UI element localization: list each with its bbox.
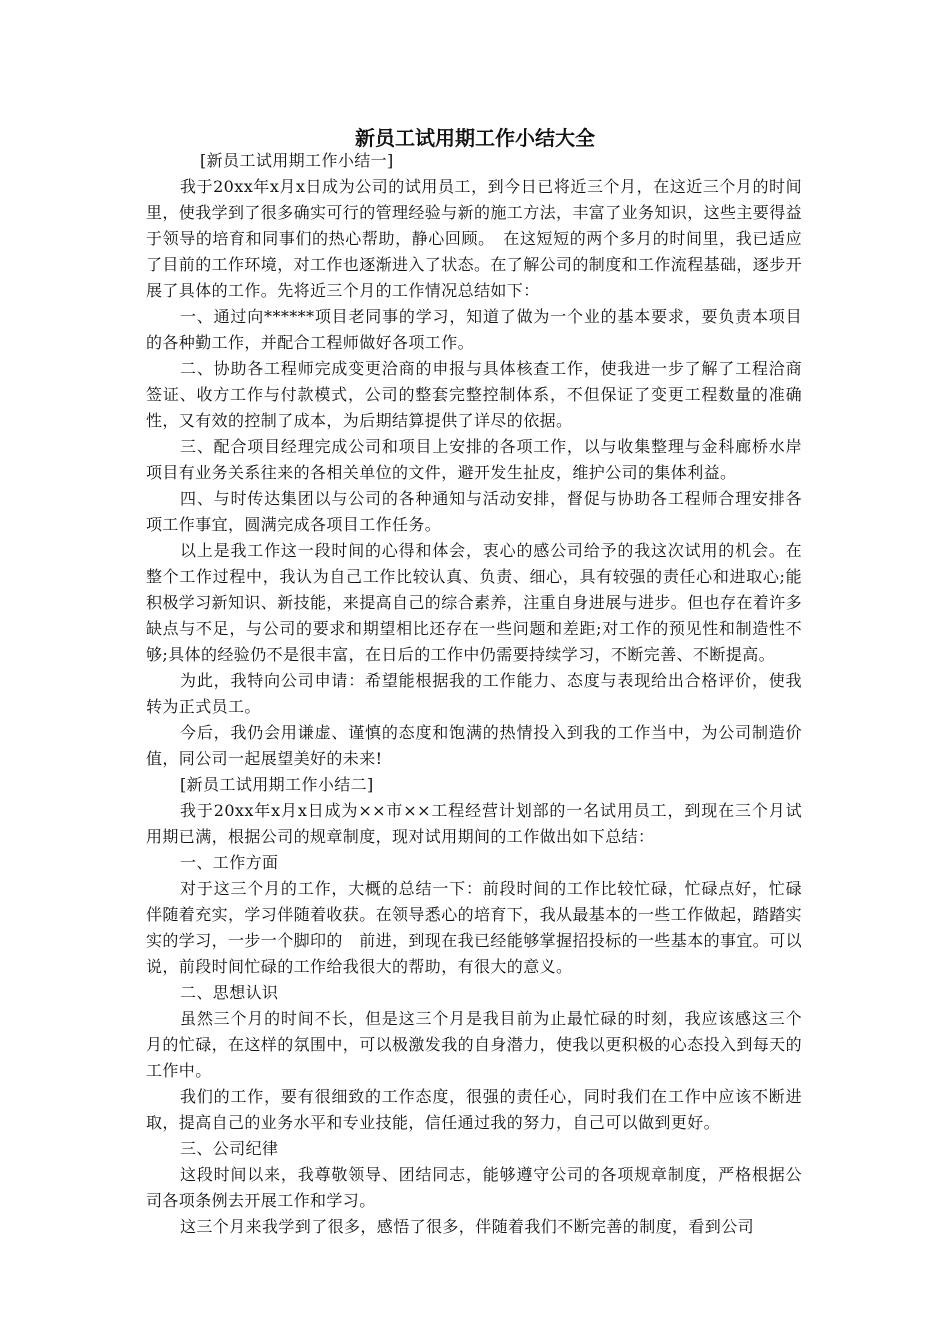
subheading-discipline: 三、公司纪律 bbox=[180, 1139, 279, 1158]
subheading-work: 一、工作方面 bbox=[180, 853, 279, 872]
paragraph-item-1: 一、通过向******项目老同事的学习，知道了做为一个业的基本要求，要负责本项目的各种勤工作，并配合工程师做好各项工作。 bbox=[146, 307, 802, 352]
paragraph-work: 对于这三个月的工作，大概的总结一下：前段时间的工作比较忙碌，忙碌点好，忙碌伴随着充实，学习伴随着收获。在领导悉心的培育下，我从最基本的一些工作做起，踏踏实实的学习，一步一个脚印的 前进，到现在我已经能够掌握招投标的一些基本的事宜。可以说，前段时间忙碌的工作给我很大的帮助，有很大的意义。 bbox=[146, 879, 803, 976]
paragraph-discipline-2: 这三个月来我学到了很多，感悟了很多，伴随着我们不断完善的制度，看到公司 bbox=[180, 1217, 755, 1236]
paragraph-thoughts-1: 虽然三个月的时间不长，但是这三个月是我目前为止最忙碌的时刻，我应该感这三个月的忙碌，在这样的氛围中，可以极激发我的自身潜力，使我以更积极的心态投入到每天的工作中。 bbox=[146, 1009, 803, 1080]
paragraph-intro-1: 我于20xx年x月x日成为公司的试用员工，到今日已将近三个月，在这近三个月的时间里，使我学到了很多确实可行的管理经验与新的施工方法，丰富了业务知识，这些主要得益于领导的培育和同事们的热心帮助，静心回顾。 在这短短的两个多月的时间里，我已适应了目前的工作环境，对工作也逐渐进入了状态。在了解公司的制度和工作流程基础，逐步开展了具体的工作。先将近三个月的工作情况总结如下： bbox=[146, 177, 803, 300]
subheading-thoughts: 二、思想认识 bbox=[180, 983, 279, 1002]
section-heading-2: [新员工试用期工作小结二] bbox=[180, 775, 374, 794]
paragraph-intro-2: 我于20xx年x月x日成为××市××工程经营计划部的一名试用员工，到现在三个月试用期已满，根据公司的规章制度，现对试用期间的工作做出如下总结： bbox=[146, 801, 802, 846]
paragraph-item-3: 三、配合项目经理完成公司和项目上安排的各项工作，以与收集整理与金科廊桥水岸项目有业务关系往来的各相关单位的文件，避开发生扯皮，维护公司的集体利益。 bbox=[146, 437, 802, 482]
paragraph-future: 今后，我仍会用谦虚、谨慎的态度和饱满的热情投入到我的工作当中，为公司制造价值，同公司一起展望美好的未来! bbox=[146, 723, 802, 768]
paragraph-item-2: 二、协助各工程师完成变更洽商的申报与具体核查工作，使我进一步了解了工程洽商签证、收方工作与付款模式，公司的整套完整控制体系，不但保证了变更工程数量的准确性，又有效的控制了成本，为后期结算提供了详尽的依据。 bbox=[146, 359, 802, 430]
paragraph-item-4: 四、与时传达集团以与公司的各种通知与活动安排，督促与协助各工程师合理安排各项工作事宜，圆满完成各项目工作任务。 bbox=[146, 489, 802, 534]
document-body bbox=[146, 148, 802, 1240]
paragraph-discipline-1: 这段时间以来，我尊敬领导、团结同志，能够遵守公司的各项规章制度，严格根据公司各项条例去开展工作和学习。 bbox=[146, 1165, 802, 1210]
paragraph-reflection: 以上是我工作这一段时间的心得和体会，衷心的感公司给予的我这次试用的机会。在整个工作过程中，我认为自己工作比较认真、负责、细心，具有较强的责任心和进取心;能积极学习新知识、新技能，来提高自己的综合素养，注重自身进展与进步。但也存在着许多缺点与不足，与公司的要求和期望相比还存在一些问题和差距;对工作的预见性和制造性不够;具体的经验仍不是很丰富，在日后的工作中仍需要持续学习，不断完善、不断提高。 bbox=[146, 541, 803, 664]
document-title: 新员工试用期工作小结大全 bbox=[355, 126, 595, 150]
paragraph-request: 为此，我特向公司申请：希望能根据我的工作能力、态度与表现给出合格评价，使我转为正式员工。 bbox=[146, 671, 802, 716]
section-heading-1: [新员工试用期工作小结一] bbox=[200, 151, 394, 170]
paragraph-thoughts-2: 我们的工作，要有很细致的工作态度，很强的责任心，同时我们在工作中应该不断进取，提高自己的业务水平和专业技能，信任通过我的努力，自己可以做到更好。 bbox=[146, 1087, 802, 1132]
